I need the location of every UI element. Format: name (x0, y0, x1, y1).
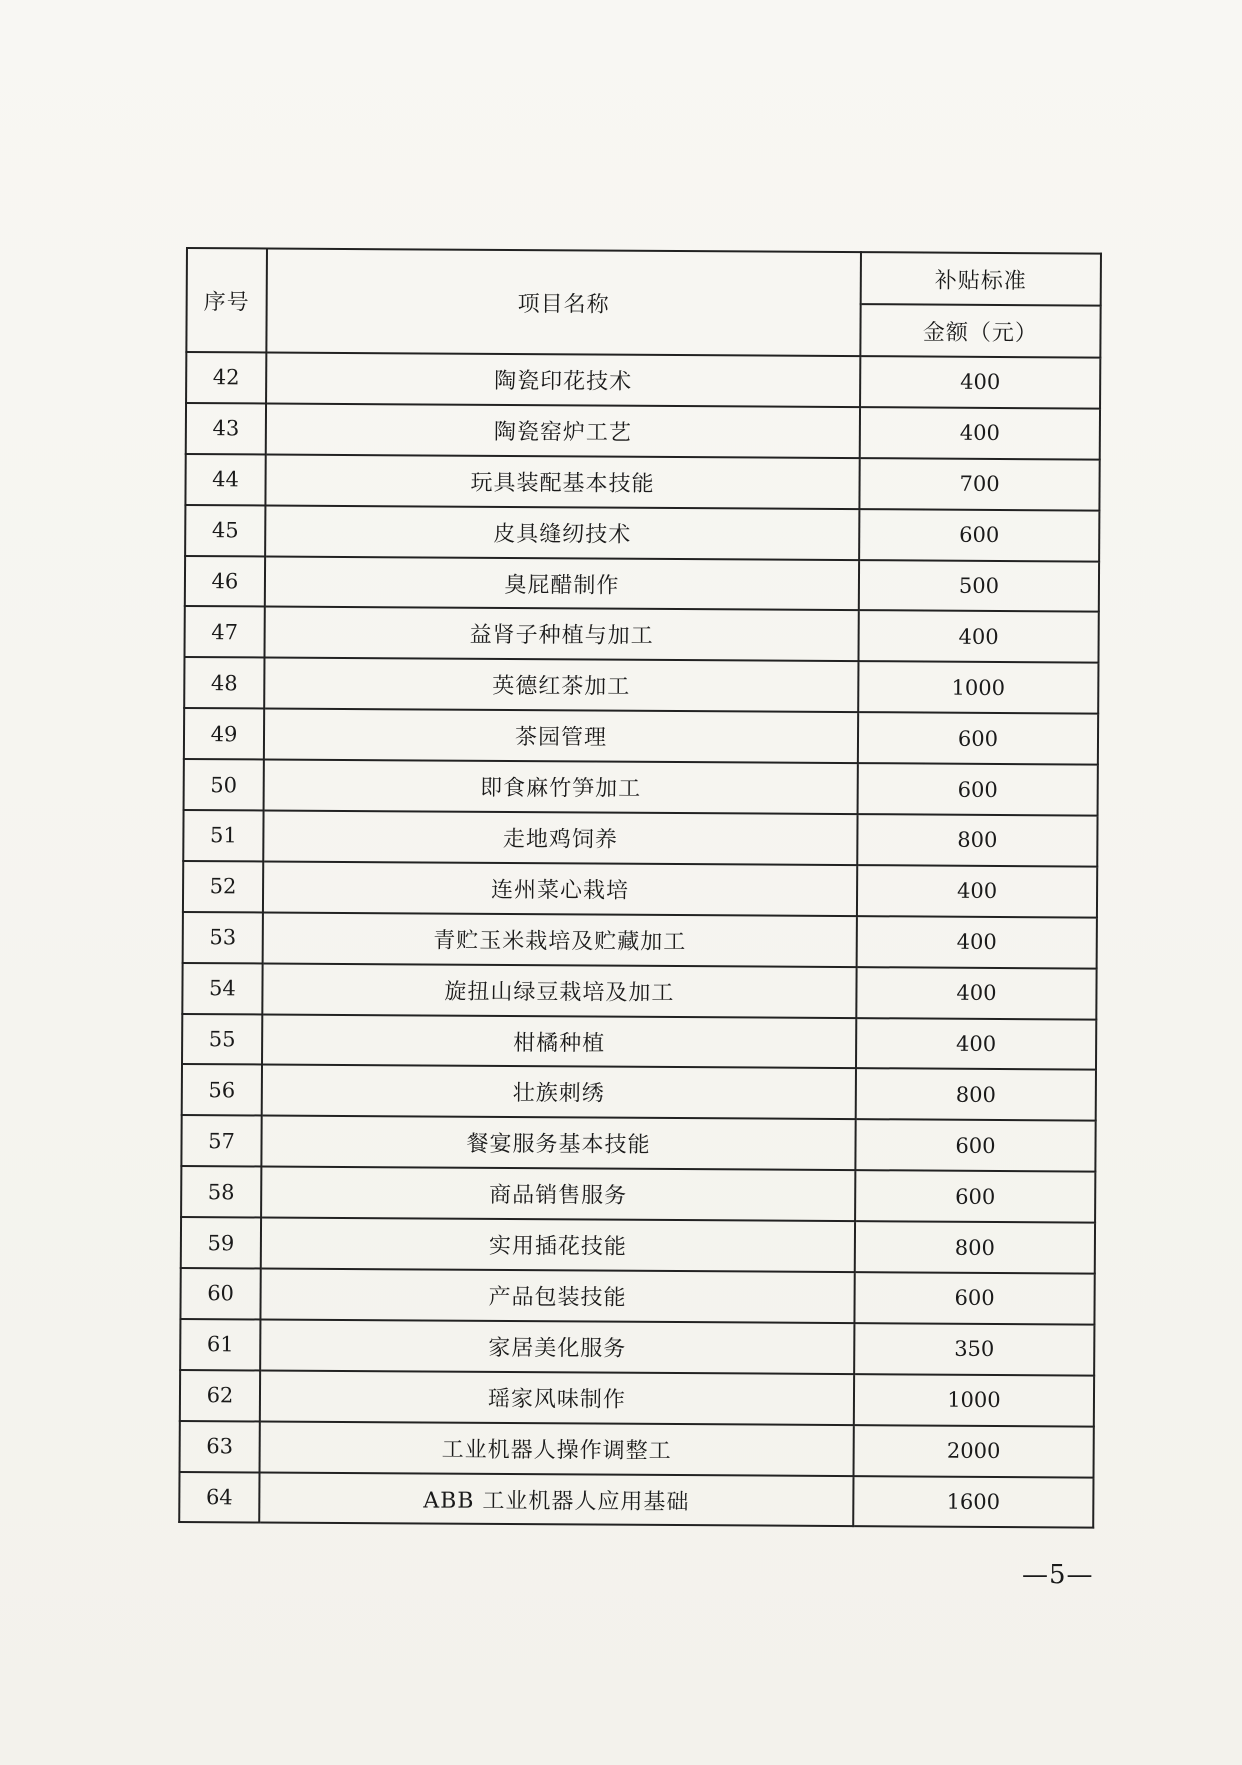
row-amount: 400 (857, 865, 1097, 917)
table-row (181, 1115, 1095, 1171)
row-project-name: 皮具缝纫技术 (265, 505, 859, 560)
table-row (184, 708, 1098, 764)
table-row (181, 1166, 1095, 1222)
row-project-name: 走地鸡饲养 (263, 810, 857, 865)
table-row (183, 861, 1097, 917)
row-project-name: 玩具装配基本技能 (265, 454, 859, 509)
row-project-name: 餐宴服务基本技能 (261, 1116, 855, 1171)
row-project-name: 壮族刺绣 (262, 1065, 856, 1120)
row-amount: 800 (857, 814, 1097, 866)
row-amount: 600 (855, 1170, 1095, 1222)
row-serial-number: 55 (182, 1014, 262, 1065)
row-amount: 600 (855, 1119, 1095, 1171)
row-project-name: 即食麻竹笋加工 (264, 760, 858, 815)
subsidy-table-container (178, 247, 1100, 1529)
page-number: —5— (1022, 1560, 1094, 1590)
row-serial-number: 60 (180, 1268, 260, 1319)
table-row (182, 1014, 1096, 1070)
table-row (185, 505, 1099, 561)
row-project-name: 臭屁醋制作 (265, 556, 859, 611)
row-project-name: 柑橘种植 (262, 1014, 856, 1069)
table-row (181, 1217, 1095, 1273)
row-amount: 800 (856, 1069, 1096, 1121)
row-amount: 600 (858, 763, 1098, 815)
table-row (184, 759, 1098, 815)
row-serial-number: 42 (186, 352, 266, 403)
row-project-name: 产品包装技能 (260, 1269, 854, 1324)
row-serial-number: 44 (185, 454, 265, 505)
header-amount: 金额（元） (860, 304, 1100, 357)
row-project-name: 英德红茶加工 (264, 658, 858, 713)
table-row (184, 606, 1098, 662)
row-project-name: ABB 工业机器人应用基础 (259, 1472, 853, 1527)
row-amount: 400 (860, 407, 1100, 459)
row-amount: 700 (859, 458, 1099, 510)
row-project-name: 家居美化服务 (260, 1319, 854, 1374)
row-project-name: 益肾子种植与加工 (264, 607, 858, 662)
table-row (179, 1472, 1093, 1528)
row-project-name: 商品销售服务 (261, 1167, 855, 1222)
row-project-name: 陶瓷印花技术 (266, 352, 860, 407)
row-amount: 350 (854, 1323, 1094, 1375)
row-serial-number: 46 (185, 556, 265, 607)
row-amount: 400 (860, 356, 1100, 408)
table-row (184, 657, 1098, 713)
row-serial-number: 51 (183, 810, 263, 861)
row-project-name: 茶园管理 (264, 709, 858, 764)
row-amount: 400 (856, 967, 1096, 1019)
row-project-name: 青贮玉米栽培及贮藏加工 (263, 912, 857, 967)
table-row (183, 912, 1097, 968)
row-amount: 1000 (854, 1374, 1094, 1426)
row-amount: 2000 (854, 1425, 1094, 1477)
header-subsidy-standard: 补贴标准 (861, 252, 1101, 305)
row-project-name: 实用插花技能 (261, 1218, 855, 1273)
row-amount: 400 (858, 611, 1098, 663)
table-body (179, 352, 1100, 1528)
row-project-name: 旋扭山绿豆栽培及加工 (262, 963, 856, 1018)
row-serial-number: 45 (185, 505, 265, 556)
table-row (182, 1064, 1096, 1120)
row-project-name: 陶瓷窑炉工艺 (266, 403, 860, 458)
header-project-name: 项目名称 (266, 248, 861, 356)
row-serial-number: 61 (180, 1319, 260, 1370)
row-amount: 600 (859, 509, 1099, 561)
row-serial-number: 56 (182, 1064, 262, 1115)
row-serial-number: 57 (181, 1115, 261, 1166)
row-serial-number: 62 (180, 1370, 260, 1421)
row-serial-number: 43 (186, 403, 266, 454)
table-row (185, 556, 1099, 612)
row-serial-number: 49 (184, 708, 264, 759)
row-serial-number: 50 (184, 759, 264, 810)
table-row (186, 352, 1100, 408)
row-amount: 600 (858, 712, 1098, 764)
header-serial-number: 序号 (186, 248, 267, 352)
row-amount: 800 (855, 1221, 1095, 1273)
row-project-name: 工业机器人操作调整工 (260, 1421, 854, 1476)
row-amount: 400 (857, 916, 1097, 968)
row-amount: 1600 (853, 1476, 1093, 1528)
row-serial-number: 48 (184, 657, 264, 708)
row-project-name: 连州菜心栽培 (263, 861, 857, 916)
row-project-name: 瑶家风味制作 (260, 1370, 854, 1425)
row-amount: 1000 (858, 661, 1098, 713)
row-serial-number: 59 (181, 1217, 261, 1268)
subsidy-table (178, 247, 1102, 1529)
table-row (180, 1268, 1094, 1324)
row-serial-number: 53 (183, 912, 263, 963)
row-amount: 600 (854, 1272, 1094, 1324)
table-row (180, 1319, 1094, 1375)
row-serial-number: 47 (184, 606, 264, 657)
table-row (180, 1421, 1094, 1477)
row-serial-number: 63 (180, 1421, 260, 1472)
row-serial-number: 64 (179, 1472, 259, 1523)
row-serial-number: 52 (183, 861, 263, 912)
row-amount: 500 (859, 560, 1099, 612)
table-row (180, 1370, 1094, 1426)
row-serial-number: 58 (181, 1166, 261, 1217)
row-amount: 400 (856, 1018, 1096, 1070)
table-header-row (187, 248, 1101, 306)
row-serial-number: 54 (182, 963, 262, 1014)
table-row (182, 963, 1096, 1019)
table-row (185, 454, 1099, 510)
table-row (183, 810, 1097, 866)
table-row (186, 403, 1100, 459)
